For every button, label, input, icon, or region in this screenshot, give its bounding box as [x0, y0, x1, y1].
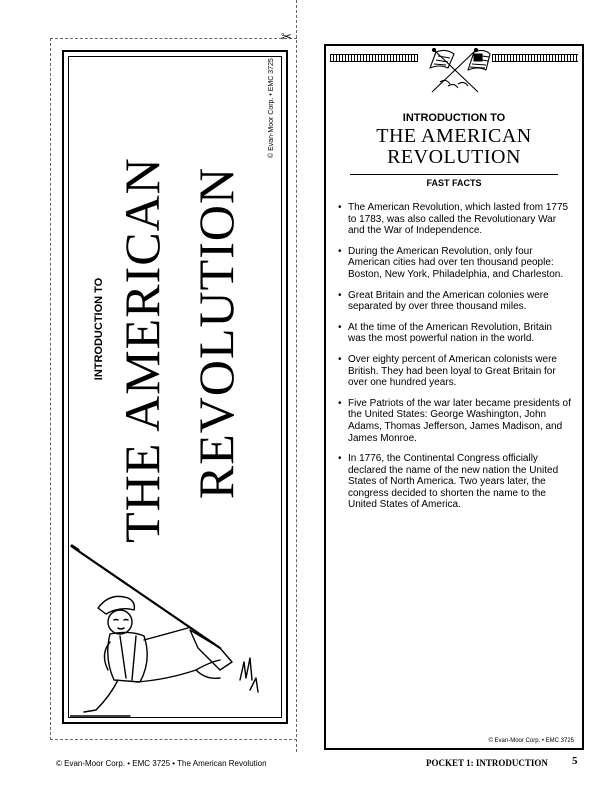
bullet: • [338, 397, 342, 409]
title-line1: THE AMERICAN [376, 125, 532, 147]
bullet: • [338, 321, 342, 333]
footer-section-label: POCKET 1: INTRODUCTION [426, 758, 548, 768]
list-item: • During the American Revolution, only four American cities had over ten thousand people: Boston, New York, Philadelphia, and Charleston. [338, 245, 564, 280]
list-item: • Over eighty percent of American colonists were British. They had been loyal to Great Britain for over one hundred years. [338, 353, 557, 389]
card-copyright: © Evan-Moor Corp. • EMC 3725 [488, 738, 574, 744]
list-item: • Great Britain and the American colonies were separated by over three thousand miles. [338, 289, 549, 313]
bullet: • [338, 453, 342, 465]
list-item: • Five Patriots of the war later became presidents of the United States: George Washington, John Adams, Thomas Jefferson, James Madison, and James Monroe. [338, 397, 571, 444]
title-line2: REVOLUTION [387, 146, 521, 168]
bullet: • [338, 202, 342, 213]
scissors-icon: ✂ [281, 29, 292, 44]
list-item: • In 1776, the Continental Congress officially declared the name of the new nation the United States of North America. Two years later, the congress decided to shorten the name to the United States of America. [338, 453, 559, 511]
cover-title-line2: REVOLUTION [188, 166, 244, 500]
page-number: 5 [572, 755, 578, 767]
crossed-flags-illustration [418, 46, 492, 94]
facts-list [338, 202, 572, 520]
list-item: • The American Revolution, which lasted from 1775 to 1783, was also called the Revolutionary War and the War of Independence. [338, 202, 569, 237]
cover-title-line1: THE AMERICAN [114, 157, 170, 543]
bullet: • [338, 353, 342, 365]
cover-intro-label: INTRODUCTION TO [93, 277, 105, 381]
title-divider [350, 174, 558, 175]
fast-facts-card [324, 44, 584, 750]
list-item: • At the time of the American Revolution, Britain was the most powerful nation in the world. [338, 321, 552, 345]
minuteman-soldier-illustration [70, 530, 280, 720]
page-title [326, 126, 582, 168]
bullet: • [338, 245, 342, 257]
intro-label: INTRODUCTION TO [402, 112, 506, 124]
footer-copyright: © Evan-Moor Corp. • EMC 3725 • The American Revolution [56, 759, 267, 768]
cover-copyright: © Evan-Moor Corp. • EMC 3725 [268, 58, 275, 158]
section-heading: FAST FACTS [426, 178, 482, 188]
bullet: • [338, 289, 342, 301]
